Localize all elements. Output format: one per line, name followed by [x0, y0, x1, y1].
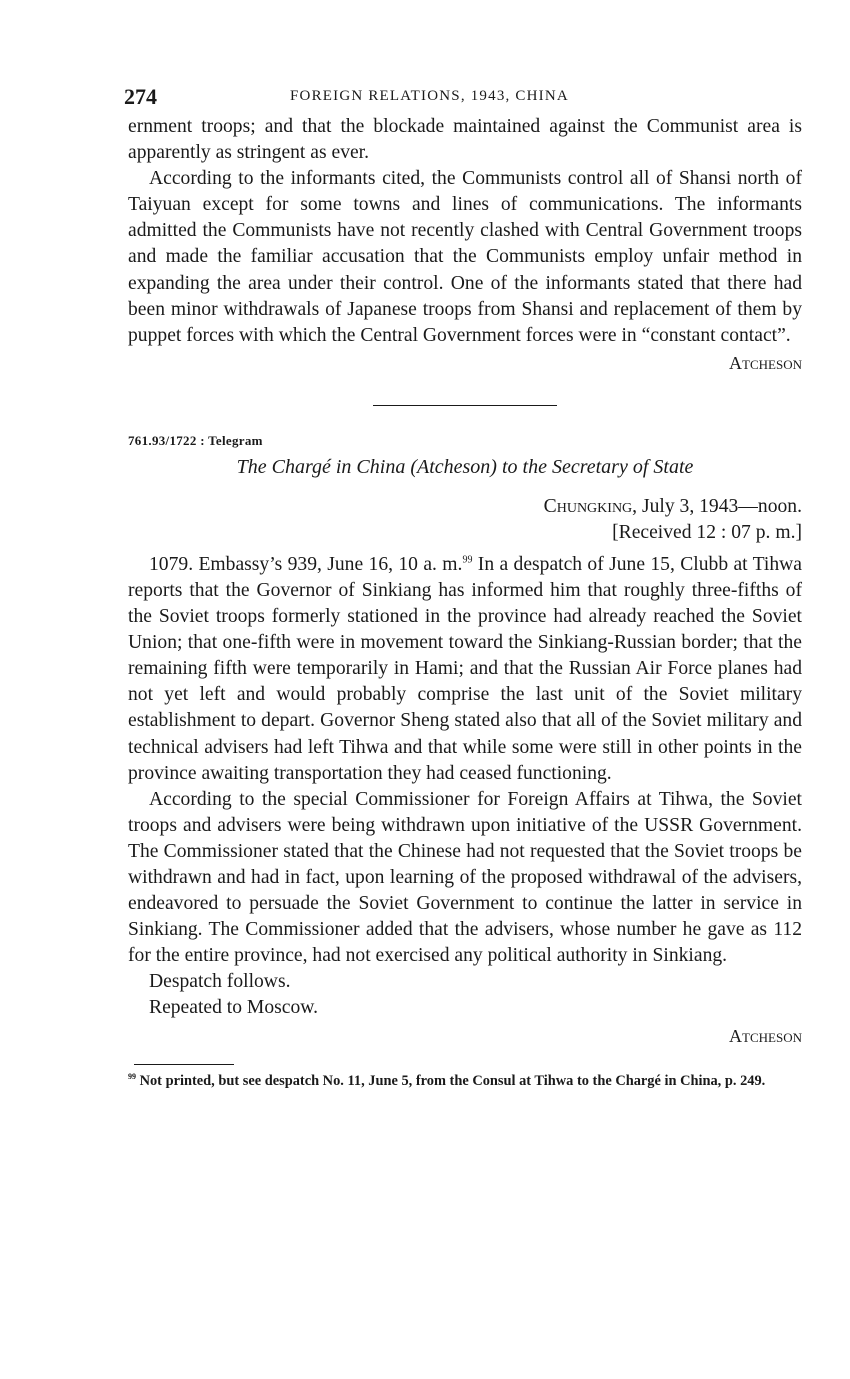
signature: Atcheson — [729, 352, 802, 373]
telegram-lead: 1079. Embassy’s 939, June 16, 10 a. m. — [149, 553, 463, 575]
dateline-date: , July 3, 1943—noon. — [632, 495, 802, 517]
signature: Atcheson — [729, 1025, 802, 1046]
telegram-paragraph — [128, 552, 802, 787]
footnote-text: Not printed, but see despatch No. 11, June 5, from the Consul at Tihwa to the Chargé in China, p. 249. — [136, 1072, 766, 1089]
despatch-line: Despatch follows. — [149, 971, 291, 993]
dateline — [128, 494, 802, 520]
footnote — [128, 1072, 802, 1090]
page-header — [124, 84, 802, 114]
second-document — [128, 432, 802, 1048]
section-divider — [373, 405, 557, 406]
document-title: The Chargé in China (Atcheson) to the Secretary of State — [236, 455, 694, 478]
continued-paragraph: ernment troops; and that the blockade maintained against the Communist area is apparently as stringent as ever. — [128, 116, 802, 164]
first-document — [128, 114, 802, 375]
telegram-body: In a despatch of June 15, Clubb at Tihwa reports that the Governor of Sinkiang has informed him that roughly three-fifths of the Soviet troops formerly stationed in the province had already reached the Soviet Union; that one-fifth were in movement toward the Sinkiang-Russian border; that the remaining fifth were temporarily in Hami; and that the Russian Air Force planes had not yet left and would probably comprise the last unit of the Soviet military establishment to depart. Governor Sheng stated also that all of the Soviet military and technical advisers had left Tihwa and that while some were still in other points in the province awaiting transportation they had ceased functioning. — [128, 553, 802, 784]
footnote-rule — [134, 1064, 234, 1065]
running-head: FOREIGN RELATIONS, 1943, CHINA — [290, 88, 569, 104]
footnote-marker: 99 — [128, 1071, 136, 1081]
page-number: 274 — [124, 84, 157, 109]
commissioner-paragraph: According to the special Commissioner for Foreign Affairs at Tihwa, the Soviet troops and advisers were being withdrawn upon initiative of the USSR Government. The Commissioner stated that the Chinese had not requested that the Soviet troops be withdrawn and had in fact, upon learning of the proposed withdrawal of the advisers, endeavored to persuade the Soviet Government to continue the latter in service in Sinkiang. The Commissioner added that the advisers, whose number he gave as 112 for the entire province, had not exercised any political authority in Sinkiang. — [128, 788, 802, 967]
footnote-reference: 99 — [462, 554, 473, 566]
repeated-line: Repeated to Moscow. — [149, 997, 319, 1019]
dateline-place: Chungking — [543, 495, 633, 517]
received-time: [Received 12 : 07 p. m.] — [612, 521, 802, 543]
file-reference: 761.93/1722 : Telegram — [128, 432, 263, 448]
informants-paragraph: According to the informants cited, the Communists control all of Shansi north of Taiyuan except for some towns and lines of communications. The informants admitted the Communists have not recently clashed with Central Government troops and made the familiar accusation that the Communists employ unfair method in expanding the area under their control. One of the informants stated that there had been minor withdrawals of Japanese troops from Shansi and replacement of them by puppet forces with which the Central Government forces were in “constant contact”. — [128, 168, 802, 346]
document-page — [124, 84, 802, 1090]
